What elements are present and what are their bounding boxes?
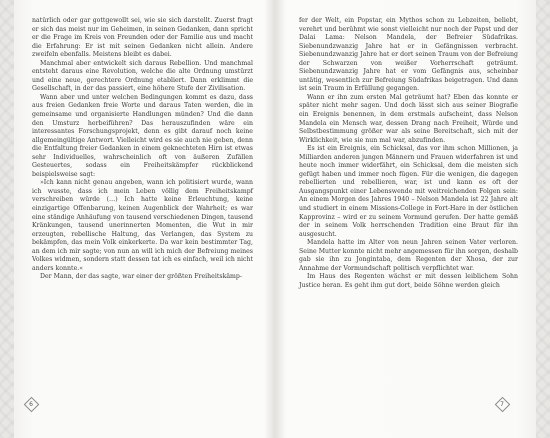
- page-edge-ornament: [0, 0, 14, 438]
- paragraph: Mandela hatte im Alter von neun Jahren seinen Vater verloren. Seine Mutter konnte nicht mehr angemessen für ihn sorgen, deshalb gab sie ihn zu Jongintaba, dem Regenten der Xhosa, der zur Annahme der Vormundschaft politisch verpflichtet war.: [299, 239, 518, 272]
- quote-paragraph: »Ich kann nicht genau angeben, wann ich politisiert wurde, wann ich wusste, dass ich mein Leben völlig dem Freiheitskampf verschreiben würde (…) Ich hatte keine Erleuchtung, keine einzigartige Offenbarung, keinen Augenblick der Wahrheit; es war eine ständige Anhäufung von tausend verschiedenen Dingen, tausend Kränkungen, tausend unerinnerten Momenten, die Wut in mir erzeugten, rebellische Haltung, das Verlangen, das System zu bekämpfen, das mein Volk einkerkerte. Da war kein bestimmter Tag, an dem ich mir sagte; von nun an will ich mich der Befreiung meines Volkes widmen, sondern statt dessen tat ich es einfach, weil ich nicht anders konnte.«: [32, 179, 253, 272]
- right-page: [275, 0, 550, 438]
- page-edge-ornament: [536, 0, 550, 438]
- right-page-text: [299, 17, 518, 291]
- page-number-left: [24, 397, 38, 411]
- paragraph: Der Mann, der das sagte, war einer der größten Freiheitskämp-: [40, 273, 243, 281]
- left-page-text: [32, 17, 253, 282]
- paragraph: Wann aber und unter welchen Bedingungen kommt es dazu, dass aus freien Gedanken freie Worte und daraus Taten werden, die in gemeinsame und organisierte Handlungen münden? Und die dann den Umsturz herbeiführen? Das herauszufinden wäre ein interessantes Forschungsprojekt, denn es gibt darauf noch keine allgemeingültige Antwort. Vielleicht wird es sie auch nie geben, denn die Entfaltung freier Gedanken in einem geknechteten Hirn ist etwas sehr Individuelles, wahrscheinlich oft von äußeren Zufällen Gesteuertes, sodass ein Freiheitskämpfer rückblickend beispielsweise sagt:: [32, 93, 253, 178]
- page-number-label: 6: [29, 400, 33, 408]
- paragraph: Manchmal aber entwickelt sich daraus Rebellion. Und manchmal entsteht daraus eine Revolution, welche die alte Ordnung umstürzt und eine neue, gerechtere Ordnung etabliert. Dann erklimmt die Gesellschaft, in der das passiert, eine höhere Stufe der Zivilisation.: [32, 59, 253, 93]
- page-number-label: 7: [500, 400, 504, 408]
- page-number-right: [495, 397, 509, 411]
- paragraph: natürlich oder gar gottgewollt sei, wie sie sich darstellt. Zuerst fragt er sich das meist nur im Geheimen, in seinen Gedanken, dann spricht er die Frage im Kreis von Freunden oder der Familie aus und macht die Erfahrung: Er ist mit seinen Gedanken nicht allein. Andere zweifeln ebenfalls. Meistens bleibt es dabei.: [32, 17, 253, 59]
- paragraph: Im Haus des Regenten wächst er mit dessen leiblichem Sohn Justice heran. Es geht ihm gut dort, beide Söhne werden gleich: [299, 273, 518, 289]
- paragraph: fer der Welt, ein Popstar, ein Mythos schon zu Lebzeiten, beliebt, verehrt und berühmt wie sonst vielleicht nur noch der Papst und der Dalai Lama: Nelson Mandela, der Befreier Südafrikas. Siebenundzwanzig Jahre hat er in Gefängnissen verbracht. Siebenundzwanzig Jahre hat er dort seinen Traum von der Befreiung der Schwarzen von weißer Vorherrschaft geträumt. Siebenundzwanzig Jahre hat er vom Gefängnis aus, scheinbar untätig, wesentlich zur Befreiung Südafrikas beigetragen. Und dann ist sein Traum in Erfüllung gegangen.: [299, 17, 518, 93]
- paragraph: Es ist ein Ereignis, ein Schicksal, das vor ihm schon Millionen, ja Milliarden anderen jungen Männern und Frauen widerfahren ist und heute noch immer widerfährt, ein Schicksal, dem die meisten sich gefügt haben und immer noch fügen. Für die wenigen, die dagegen rebellierten und rebellieren, war, ist und kann es oft der Ausgangspunkt einer Lebenswende mit weitreichenden Folgen sein: An einem Morgen des Jahres 1940 – Nelson Mandela ist 22 Jahre alt und studiert in einem Missions-College in Fort-Hare in der östlichen Kapprovinz – wird er zu seinem Vormund gerufen. Der hatte gemäß der in seinem Volk herrschenden Tradition eine Braut für ihn ausgesucht.: [299, 145, 518, 238]
- paragraph: Wann er ihn zum ersten Mal geträumt hat? Eben das konnte er später nicht mehr sagen. Und doch lässt sich aus seiner Biografie ein Ereignis benennen, in dem erstmals aufscheint, dass Nelson Mandela ein Mensch war, dessen Drang nach Freiheit, Würde und Selbstbestimmung größer war als seine Bereitschaft, sich mit der Wirklichkeit, wie sie nun mal war, abzufinden.: [299, 93, 518, 144]
